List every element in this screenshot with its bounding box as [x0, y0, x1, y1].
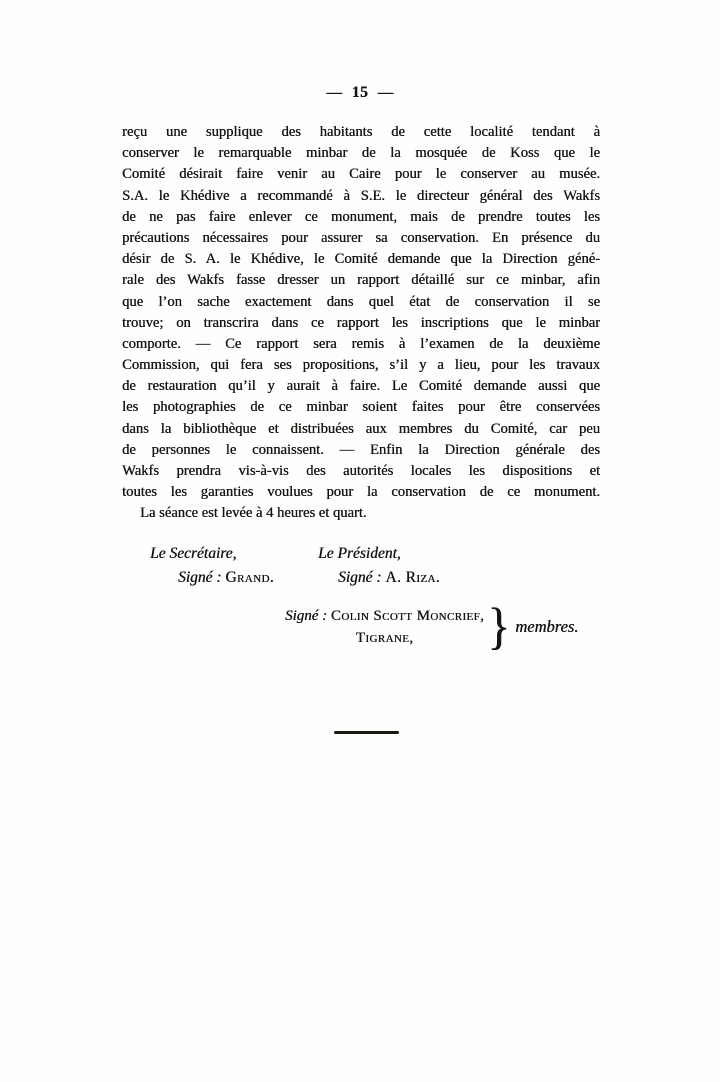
body-line: reçu une supplique des habitants de cette localité tendant à — [122, 124, 600, 140]
body-line: toutes les garanties voulues pour la conservation de ce monument. — [122, 484, 600, 501]
members-names — [285, 605, 484, 649]
body-line: précautions nécessaires pour assurer sa conservation. En présence du — [122, 229, 600, 246]
member-name-tigrane: Tigrane, — [355, 630, 414, 646]
body-line: Commission, qui fera ses propositions, s’il y a lieu, pour les travaux — [122, 357, 600, 374]
brace-glyph: } — [487, 598, 511, 655]
body-line: que l’on sache exactement dans quel état de conservation il se — [122, 293, 600, 310]
body-line: dans la bibliothèque et distribuées aux membres du Comité, car peu — [122, 420, 600, 437]
members-line-1 — [285, 605, 484, 627]
secretary-name: Grand. — [225, 569, 274, 586]
signature-secretary-role: Le Secrétaire, — [150, 545, 237, 562]
members-signature-block — [285, 598, 579, 655]
body-line: conserver le remarquable minbar de la mosquée de Koss que le — [122, 145, 600, 162]
signed-label: Signé : — [285, 608, 328, 624]
signature-secretary-signed — [178, 569, 274, 587]
body-text — [122, 122, 600, 525]
body-line: comporte. — Ce rapport sera remis à l’examen de la deuxième — [122, 335, 600, 352]
body-line: rale des Wakfs fasse dresser un rapport détaillé sur ce minbar, afin — [122, 272, 600, 289]
body-line: de ne pas faire enlever ce monument, mais de prendre toutes les — [122, 208, 600, 225]
body-line: les photographies de ce minbar soient faites pour être conservées — [122, 399, 600, 416]
body-line: Comité désirait faire venir au Caire pour le conserver au musée. — [122, 166, 600, 183]
body-line: trouve; on transcrira dans ce rapport les inscriptions que le minbar — [122, 314, 600, 331]
signature-president-signed — [338, 569, 440, 587]
body-line: Wakfs prendra vis-à-vis des autorités locales les dispositions et — [122, 463, 600, 479]
signed-label: Signé : — [338, 569, 382, 586]
page-number: — 15 — — [326, 84, 394, 101]
body-line: de personnes le connaissent. — Enfin la Direction générale des — [122, 441, 600, 458]
body-line: S.A. le Khédive a recommandé à S.E. le directeur général des Wakfs — [122, 187, 600, 204]
end-rule-divider — [334, 731, 399, 734]
body-line: désir de S. A. le Khédive, le Comité demande que la Direction géné- — [122, 251, 600, 268]
member-name-moncrief: Colin Scott Moncrief, — [330, 608, 485, 624]
body-line: de restauration qu’il y aurait à faire. Le Comité demande aussi que — [122, 378, 600, 395]
president-name: A. Riza. — [385, 569, 441, 586]
members-label: membres. — [515, 617, 579, 636]
signature-president-role: Le Président, — [318, 545, 401, 562]
signed-label: Signé : — [178, 569, 222, 586]
closing-line: La séance est levée à 4 heures et quart. — [140, 505, 367, 522]
